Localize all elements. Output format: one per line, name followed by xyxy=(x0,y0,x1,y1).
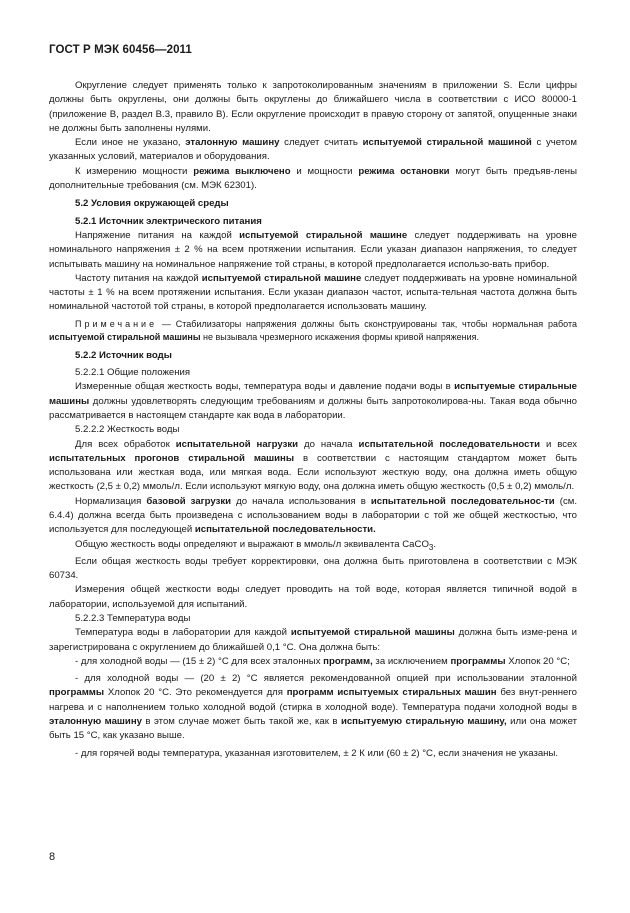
paragraph xyxy=(49,655,577,669)
text-run: Общую жесткость воды определяют и выражают в ммоль/л эквивалента CaCO xyxy=(75,538,429,550)
bold-term: испытуемой стиральной машине xyxy=(239,229,408,241)
bold-term: программы xyxy=(49,687,105,699)
paragraph xyxy=(49,79,577,136)
text-run: 3 xyxy=(428,542,434,552)
bold-term: испытуемой стиральной машины xyxy=(290,627,455,639)
text-run: Измеренные общая жесткость воды, температура воды и давление подачи воды в xyxy=(75,381,455,393)
document-body xyxy=(49,79,577,761)
bold-term: испытательной последовательности. xyxy=(194,524,376,536)
running-header: ГОСТ Р МЭК 60456—2011 xyxy=(49,44,192,56)
text-run: 5.2.2.1 Общие положения xyxy=(75,367,191,379)
text-run: в соответствии с настоящим стандартом может быть использована или жесткая вода, или мягкая вода. Если используют жесткую воду, она должна иметь общую жесткость (2,5 ± 0,2) ммоль/л. Если используют мягкую воду, она должна иметь общую жесткость (0,5 ± 0,2) ммоль/л. xyxy=(49,452,577,493)
bold-term: испытуемой стиральной машины xyxy=(49,332,201,343)
bold-term: программы xyxy=(450,655,506,667)
paragraph xyxy=(49,229,577,272)
paragraph xyxy=(49,538,577,555)
text-run: могут быть предъяв-лены дополнительные требования (см. МЭК 62301). xyxy=(49,165,577,192)
bold-term: режима остановки xyxy=(358,165,450,177)
bold-term: испытательной нагрузки xyxy=(175,438,299,450)
text-run: следует поддерживать на уровне номинального напряжения ± 2 % на всем протяжении испытания. Если указан диапазон напряжения, то следует испытывать машину на номинальное напряжение той страны, в которой предполагается использо-вать прибор. xyxy=(49,229,577,270)
text-run: Для всех обработок xyxy=(75,438,176,450)
bold-term: эталонную машину xyxy=(185,137,280,149)
text-run: не вызывала чрезмерного искажения формы кривой напряжения. xyxy=(200,332,480,343)
text-run: без внут-реннего нагрева и с наполнением только холодной водой (стирка в холодной воде). Температура подачи холодной воды в xyxy=(49,687,577,713)
bold-term: программ испытуемых стиральных машин xyxy=(286,687,497,699)
paragraph xyxy=(49,626,577,655)
paragraph xyxy=(49,215,577,229)
bold-term: программ, xyxy=(323,655,373,667)
section-heading xyxy=(49,197,577,211)
paragraph xyxy=(49,136,577,165)
text-run: должна быть изме-рена и зарегистрирована с округлением до ближайшей 0,1 °С. Она должна быть: xyxy=(49,627,578,653)
text-run: Измерения общей жесткости воды следует проводить на той воде, которая является типичной водой в лаборатории, используемой для испытаний. xyxy=(49,584,577,610)
bold-term: испытуемые стиральные машины xyxy=(49,381,577,407)
paragraph xyxy=(49,272,577,315)
paragraph xyxy=(49,165,577,194)
paragraph xyxy=(49,495,577,538)
text-run: и всех xyxy=(540,438,577,450)
text-run: Хлопок 20 °С. Это рекомендуется для xyxy=(104,687,287,699)
text-run: следует поддерживать на уровне номинальной частоты ± 1 % на всем протяжении испытания. Если указан диапазон частот, испыта-тельная частота должна быть номинальной частотой той страны, в которой предполагается использовать машину. xyxy=(49,272,578,313)
text-run: с учетом указанных условий, материалов и оборудования. xyxy=(49,137,577,163)
paragraph xyxy=(49,747,577,761)
paragraph xyxy=(49,672,577,743)
text-run: Напряжение питания на каждой xyxy=(75,229,240,241)
bold-term: испытательной последовательнос-ти xyxy=(370,495,555,507)
text-run: до начала использования в xyxy=(231,495,371,507)
paragraph xyxy=(49,555,577,584)
bold-term: испытательной последовательности xyxy=(358,438,541,450)
text-run: следует считать xyxy=(279,137,363,149)
text-run: К измерению мощности xyxy=(75,165,194,177)
section-heading xyxy=(49,349,577,363)
text-run: 5.2.2.3 Температура воды xyxy=(75,613,191,624)
bold-term: 5.2.1 Источник электрического питания xyxy=(75,215,262,227)
text-run: . xyxy=(433,538,437,550)
text-run: или она может быть 15 °С, как указано выше. xyxy=(49,716,577,742)
paragraph xyxy=(49,583,577,612)
paragraph xyxy=(49,366,577,380)
text-run: Температура воды в лаборатории для каждой xyxy=(75,627,291,639)
bold-term: испытательных прогонов стиральной машины xyxy=(49,452,295,464)
text-run: Нормализация xyxy=(75,495,147,507)
text-run: (см. 6.4.4) должна всегда быть произведена с использованием воды в лаборатории с той же общей жесткостью, что используется для последующей xyxy=(49,495,578,536)
text-run: 5.2.2.2 Жесткость воды xyxy=(75,424,180,436)
text-run: Если общая жесткость воды требует корректировки, она должна быть приготовлена в соответствии с МЭК 60734. xyxy=(49,555,577,582)
bold-term: испытуемой стиральной машине xyxy=(201,272,362,284)
bold-term: 5.2.2 Источник воды xyxy=(75,349,172,361)
text-run: должны удовлетворять следующим требованиям и должны быть запротоколирова-ны. Такая вода обычно рассматривается в настоящем стандарте как вода в лаборатории. xyxy=(49,395,577,421)
bold-term: 5.2 Условия окружающей среды xyxy=(75,198,229,210)
text-run: Округление следует применять только к запротоколированным значениям в приложении S. Если цифры должны быть округлены, они должны быть округлены до ближайшего числа в соответствии с ИСО 80000-1 (приложение В, раздел В.3, правило В). Если округление происходит в правую сторону от запятой, опущенные знаки не должны быть заполнены нулями. xyxy=(49,80,577,134)
paragraph xyxy=(49,612,577,626)
bold-term: испытуемой стиральной машиной xyxy=(362,137,532,149)
text-run: в этом случае может быть такой же, как в xyxy=(141,716,341,728)
text-run: — Стабилизаторы напряжения должны быть сконструированы так, чтобы нормальная работа xyxy=(157,318,577,329)
text-run: и мощности xyxy=(290,165,359,177)
text-run: до начала xyxy=(298,438,359,450)
text-run: - для холодной воды — (20 ± 2) °С является рекомендованной опцией при использовании эталонной xyxy=(75,673,577,685)
bold-term: базовой загрузки xyxy=(146,495,232,507)
text-run: Частоту питания на каждой xyxy=(75,272,202,284)
paragraph xyxy=(49,423,577,437)
note-paragraph xyxy=(49,318,577,345)
text-run: за исключением xyxy=(372,655,451,667)
text-run: Если иное не указано, xyxy=(75,137,186,149)
text-run: Примечание xyxy=(75,318,158,329)
text-run: - для холодной воды — (15 ± 2) °С для всех эталонных xyxy=(75,655,324,667)
text-run: Хлопок 20 °С; xyxy=(505,655,570,667)
bold-term: испытуемую стиральную машину, xyxy=(340,716,507,728)
page-number: 8 xyxy=(49,851,56,863)
bold-term: эталонную машину xyxy=(49,716,142,728)
paragraph xyxy=(49,438,577,495)
bold-term: режима выключено xyxy=(193,165,291,177)
paragraph xyxy=(49,380,577,423)
text-run: - для горячей воды температура, указанная изготовителем, ± 2 К или (60 ± 2) °С, если значения не указаны. xyxy=(75,747,559,759)
